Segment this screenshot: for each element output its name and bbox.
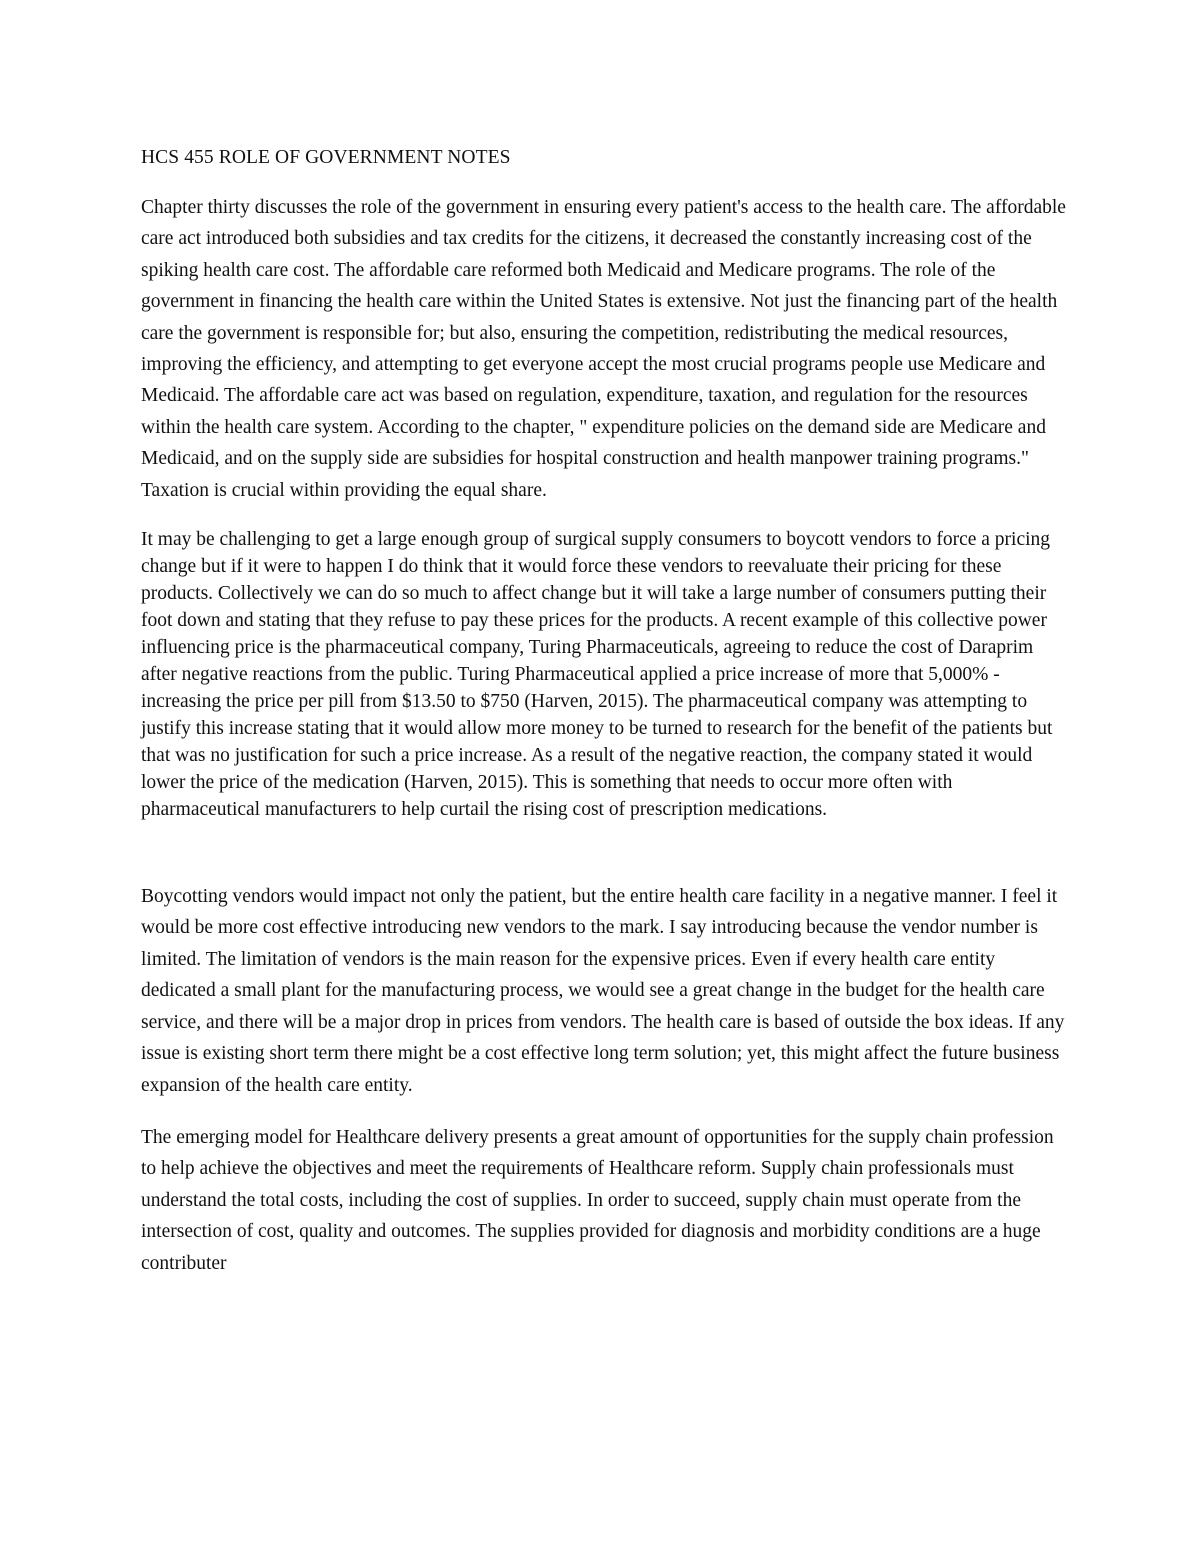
paragraph-new-vendors: Boycotting vendors would impact not only the patient, but the entire health care facility in a negative manner. I feel it would be more cost effective introducing new vendors to the mark. I say introducing because the vendor number is limited. The limitation of vendors is the main reason for the expensive prices. Even if every health care entity dedicated a small plant for the manufacturing process, we would see a great change in the budget for the health care service, and there will be a major drop in prices from vendors. The health care is based of outside the box ideas. If any issue is existing short term there might be a cost effective long term solution; yet, this might affect the future business expansion of the health care entity. bbox=[141, 886, 1065, 1096]
paragraph-role-of-government: Chapter thirty discusses the role of the government in ensuring every patient's access to the health care. The affordable care act introduced both subsidies and tax credits for the citizens, it decreased the constantly increasing cost of the spiking health care cost. The affordable care reformed both Medicaid and Medicare programs. The role of the government in financing the health care within the United States is extensive. Not just the financing part of the health care the government is responsible for; but also, ensuring the competition, redistributing the medical resources, improving the efficiency, and attempting to get everyone accept the most crucial programs people use Medicare and Medicaid. The affordable care act was based on regulation, expenditure, taxation, and regulation for the resources within the health care system. According to the chapter, " expenditure policies on the demand side are Medicare and Medicaid, and on the supply side are subsidies for hospital construction and health manpower training programs." Taxation is crucial within providing the equal share. bbox=[141, 197, 1066, 501]
document-title: HCS 455 ROLE OF GOVERNMENT NOTES bbox=[141, 147, 511, 168]
paragraph-supply-chain: The emerging model for Healthcare delivery presents a great amount of opportunities for the supply chain profession to help achieve the objectives and meet the requirements of Healthcare reform. Supply chain professionals must understand the total costs, including the cost of supplies. In order to succeed, supply chain must operate from the intersection of cost, quality and outcomes. The supplies provided for diagnosis and morbidity conditions are a huge contributer bbox=[141, 1126, 1054, 1274]
paragraph-consumer-boycott: It may be challenging to get a large enough group of surgical supply consumers to boycott vendors to force a pricing change but if it were to happen I do think that it would force these vendors to reevaluate their pricing for these products. Collectively we can do so much to affect change but it will take a large number of consumers putting their foot down and stating that they refuse to pay these prices for the products. A recent example of this collective power influencing price is the pharmaceutical company, Turing Pharmaceuticals, agreeing to reduce the cost of Daraprim after negative reactions from the public. Turing Pharmaceutical applied a price increase of more that 5,000% - increasing the price per pill from $13.50 to $750 (Harven, 2015). The pharmaceutical company was attempting to justify this increase stating that it would allow more money to be turned to research for the benefit of the patients but that was no justification for such a price increase. As a result of the negative reaction, the company stated it would lower the price of the medication (Harven, 2015). This is something that needs to occur more often with pharmaceutical manufacturers to help curtail the rising cost of prescription medications. bbox=[141, 529, 1053, 821]
document-body bbox=[141, 143, 1066, 1279]
